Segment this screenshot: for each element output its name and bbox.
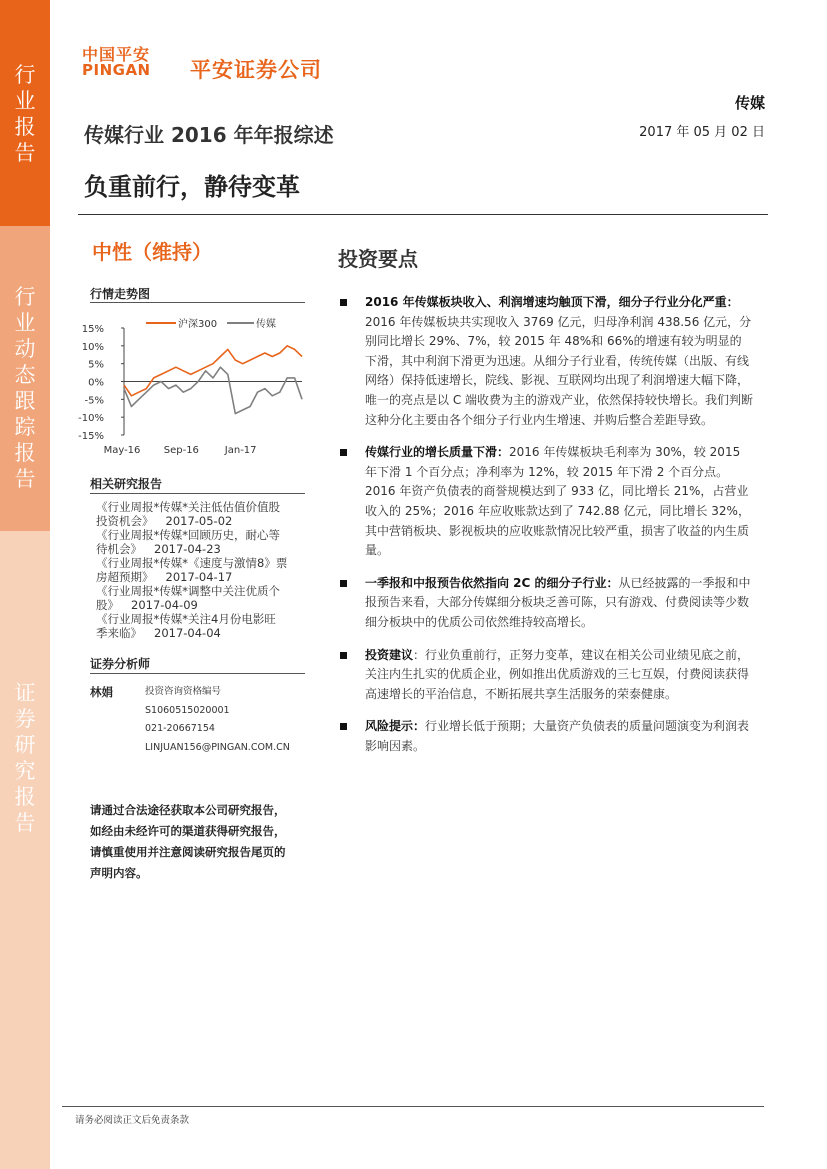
- key-point-item: 传媒行业的增长质量下滑：2016 年传媒板块毛利率为 30%，较 2015 年下滑 1 个百分点；净利率为 12%，较 2015 年下滑 2 个百分点。2016 年资产负债表的商誉规模达到了 933 亿，同比增长 21%，占营业收入的 25%；2016 年应收账款达到了 742.88 亿元，同比增长 32%，其中营销板块、影视板块的应收账款情况比较严重，损害了收益的内生质量。: [338, 443, 753, 561]
- analyst-phone: 021-20667154: [145, 723, 215, 734]
- logo-chinese: 中国平安: [82, 45, 151, 64]
- analyst-details: [145, 683, 290, 757]
- company-name: 平安证券公司: [190, 58, 322, 82]
- report-subtitle: 负重前行，静待变革: [84, 173, 300, 201]
- chart-x-axis: [104, 382, 302, 457]
- side-label-report-subtype: 行 业 动 态 跟 踪 报 告: [14, 285, 36, 491]
- key-points-list: [338, 293, 753, 769]
- related-report-item[interactable]: 《行业周报*传媒*回顾历史，耐心等 待机会》 2017-04-23: [96, 528, 280, 556]
- analyst-cert-label: 投资咨询资格编号: [145, 686, 222, 697]
- related-report-item[interactable]: 《行业周报*传媒*关注低估值价值股 投资机会》 2017-05-02: [96, 500, 280, 528]
- related-report-item[interactable]: 《行业周报*传媒*关注4月份电影旺 季来临》 2017-04-04: [96, 612, 276, 640]
- x-tick-label: Sep-16: [163, 445, 199, 456]
- related-reports-heading: 相关研究报告: [90, 477, 163, 491]
- chart-legend: [146, 317, 276, 330]
- report-title: 传媒行业 2016 年年报综述: [84, 123, 334, 147]
- y-tick-label: 10%: [81, 341, 104, 353]
- key-point-item: 2016 年传媒板块收入、利润增速均触顶下滑，细分子行业分化严重：2016 年传媒板块共实现收入 3769 亿元，归母净利润 438.56 亿元，分别同比增长 29%、7%，较 2015 年 48%和 66%的增速有较为明显的下滑，其中利润下滑更为迅速。从细分子行业看，传统传媒（出版、有线网络）保持低速增长，院线、影视、互联网均出现了利润增速大幅下降，唯一的亮点是以 C 端收费为主的游戏产业，依然保持较快增长。我们判断这种分化主要由各个细分子行业内生增速、并购后整合差距导致。: [338, 293, 753, 430]
- footer-divider: [62, 1106, 764, 1107]
- analyst-name: 林娟: [90, 685, 113, 699]
- y-tick-label: 0%: [88, 377, 104, 389]
- side-label-report-type: 行 业 报 告: [14, 63, 36, 165]
- key-point-item: 投资建议：行业负重前行，正努力变革，建议在相关公司业绩见底之前，关注内生扎实的优质企业，例如推出优质游戏的三七互娱，付费阅读获得高速增长的平治信息，不断拓展共享生活服务的荣泰健康。: [338, 646, 753, 705]
- legend-label-media: 传媒: [256, 319, 276, 330]
- related-reports-rule: [90, 493, 305, 494]
- analyst-heading: 证券分析师: [90, 657, 151, 671]
- industry-label: 传媒: [734, 94, 765, 112]
- chart-heading-rule: [90, 302, 305, 303]
- chart-heading: 行情走势图: [90, 287, 151, 301]
- rating: 中性（维持）: [92, 240, 212, 264]
- square-bullet-icon: [340, 723, 347, 730]
- side-band-bottom: [0, 531, 50, 1169]
- x-tick-label: Jan-17: [224, 445, 257, 456]
- disclaimer: 请通过合法途径获取本公司研究报告，如经由未经许可的渠道获得研究报告，请慎重使用并注意阅读研究报告尾页的声明内容。: [90, 803, 286, 880]
- y-tick-label: -10%: [78, 413, 104, 425]
- key-point-item: 一季报和中报预告依然指向 2C 的细分子行业：从已经披露的一季报和中报预告来看，大部分传媒细分板块乏善可陈，只有游戏、付费阅读等少数细分板块中的优质公司依然维持较高增长。: [338, 574, 753, 633]
- analyst-cert-number: S1060515020001: [145, 704, 230, 716]
- related-report-item[interactable]: 《行业周报*传媒*《速度与激情8》票 房超预期》 2017-04-17: [96, 556, 288, 584]
- market-trend-chart: [78, 312, 309, 462]
- key-point-item: 风险提示：行业增长低于预期；大量资产负债表的质量问题演变为利润表影响因素。: [338, 717, 753, 756]
- side-label-research: 证 券 研 究 报 告: [14, 681, 36, 835]
- y-tick-label: -5%: [84, 395, 104, 407]
- header-divider: [78, 214, 768, 215]
- analyst-heading-rule: [90, 673, 305, 674]
- y-tick-label: 15%: [81, 324, 104, 335]
- related-reports-list: [96, 500, 311, 640]
- y-tick-label: -15%: [78, 431, 104, 442]
- key-points-title: 投资要点: [338, 247, 418, 271]
- y-tick-label: 5%: [88, 359, 104, 371]
- footer-note: 请务必阅读正文后免责条款: [75, 1115, 190, 1126]
- square-bullet-icon: [340, 299, 347, 306]
- square-bullet-icon: [340, 652, 347, 659]
- chart-plot-area: [124, 346, 302, 414]
- square-bullet-icon: [340, 580, 347, 587]
- x-tick-label: May-16: [103, 445, 141, 456]
- series-line-media: [124, 367, 302, 413]
- logo-english: PINGAN: [82, 61, 151, 79]
- analyst-email[interactable]: LINJUAN156@PINGAN.COM.CN: [145, 741, 290, 753]
- chart-y-axis: [78, 324, 124, 442]
- legend-label-hs300: 沪深300: [178, 319, 218, 330]
- related-report-item[interactable]: 《行业周报*传媒*调整中关注优质个 股》 2017-04-09: [96, 584, 280, 612]
- report-date: 2017 年 05 月 02 日: [639, 125, 765, 140]
- square-bullet-icon: [340, 449, 347, 456]
